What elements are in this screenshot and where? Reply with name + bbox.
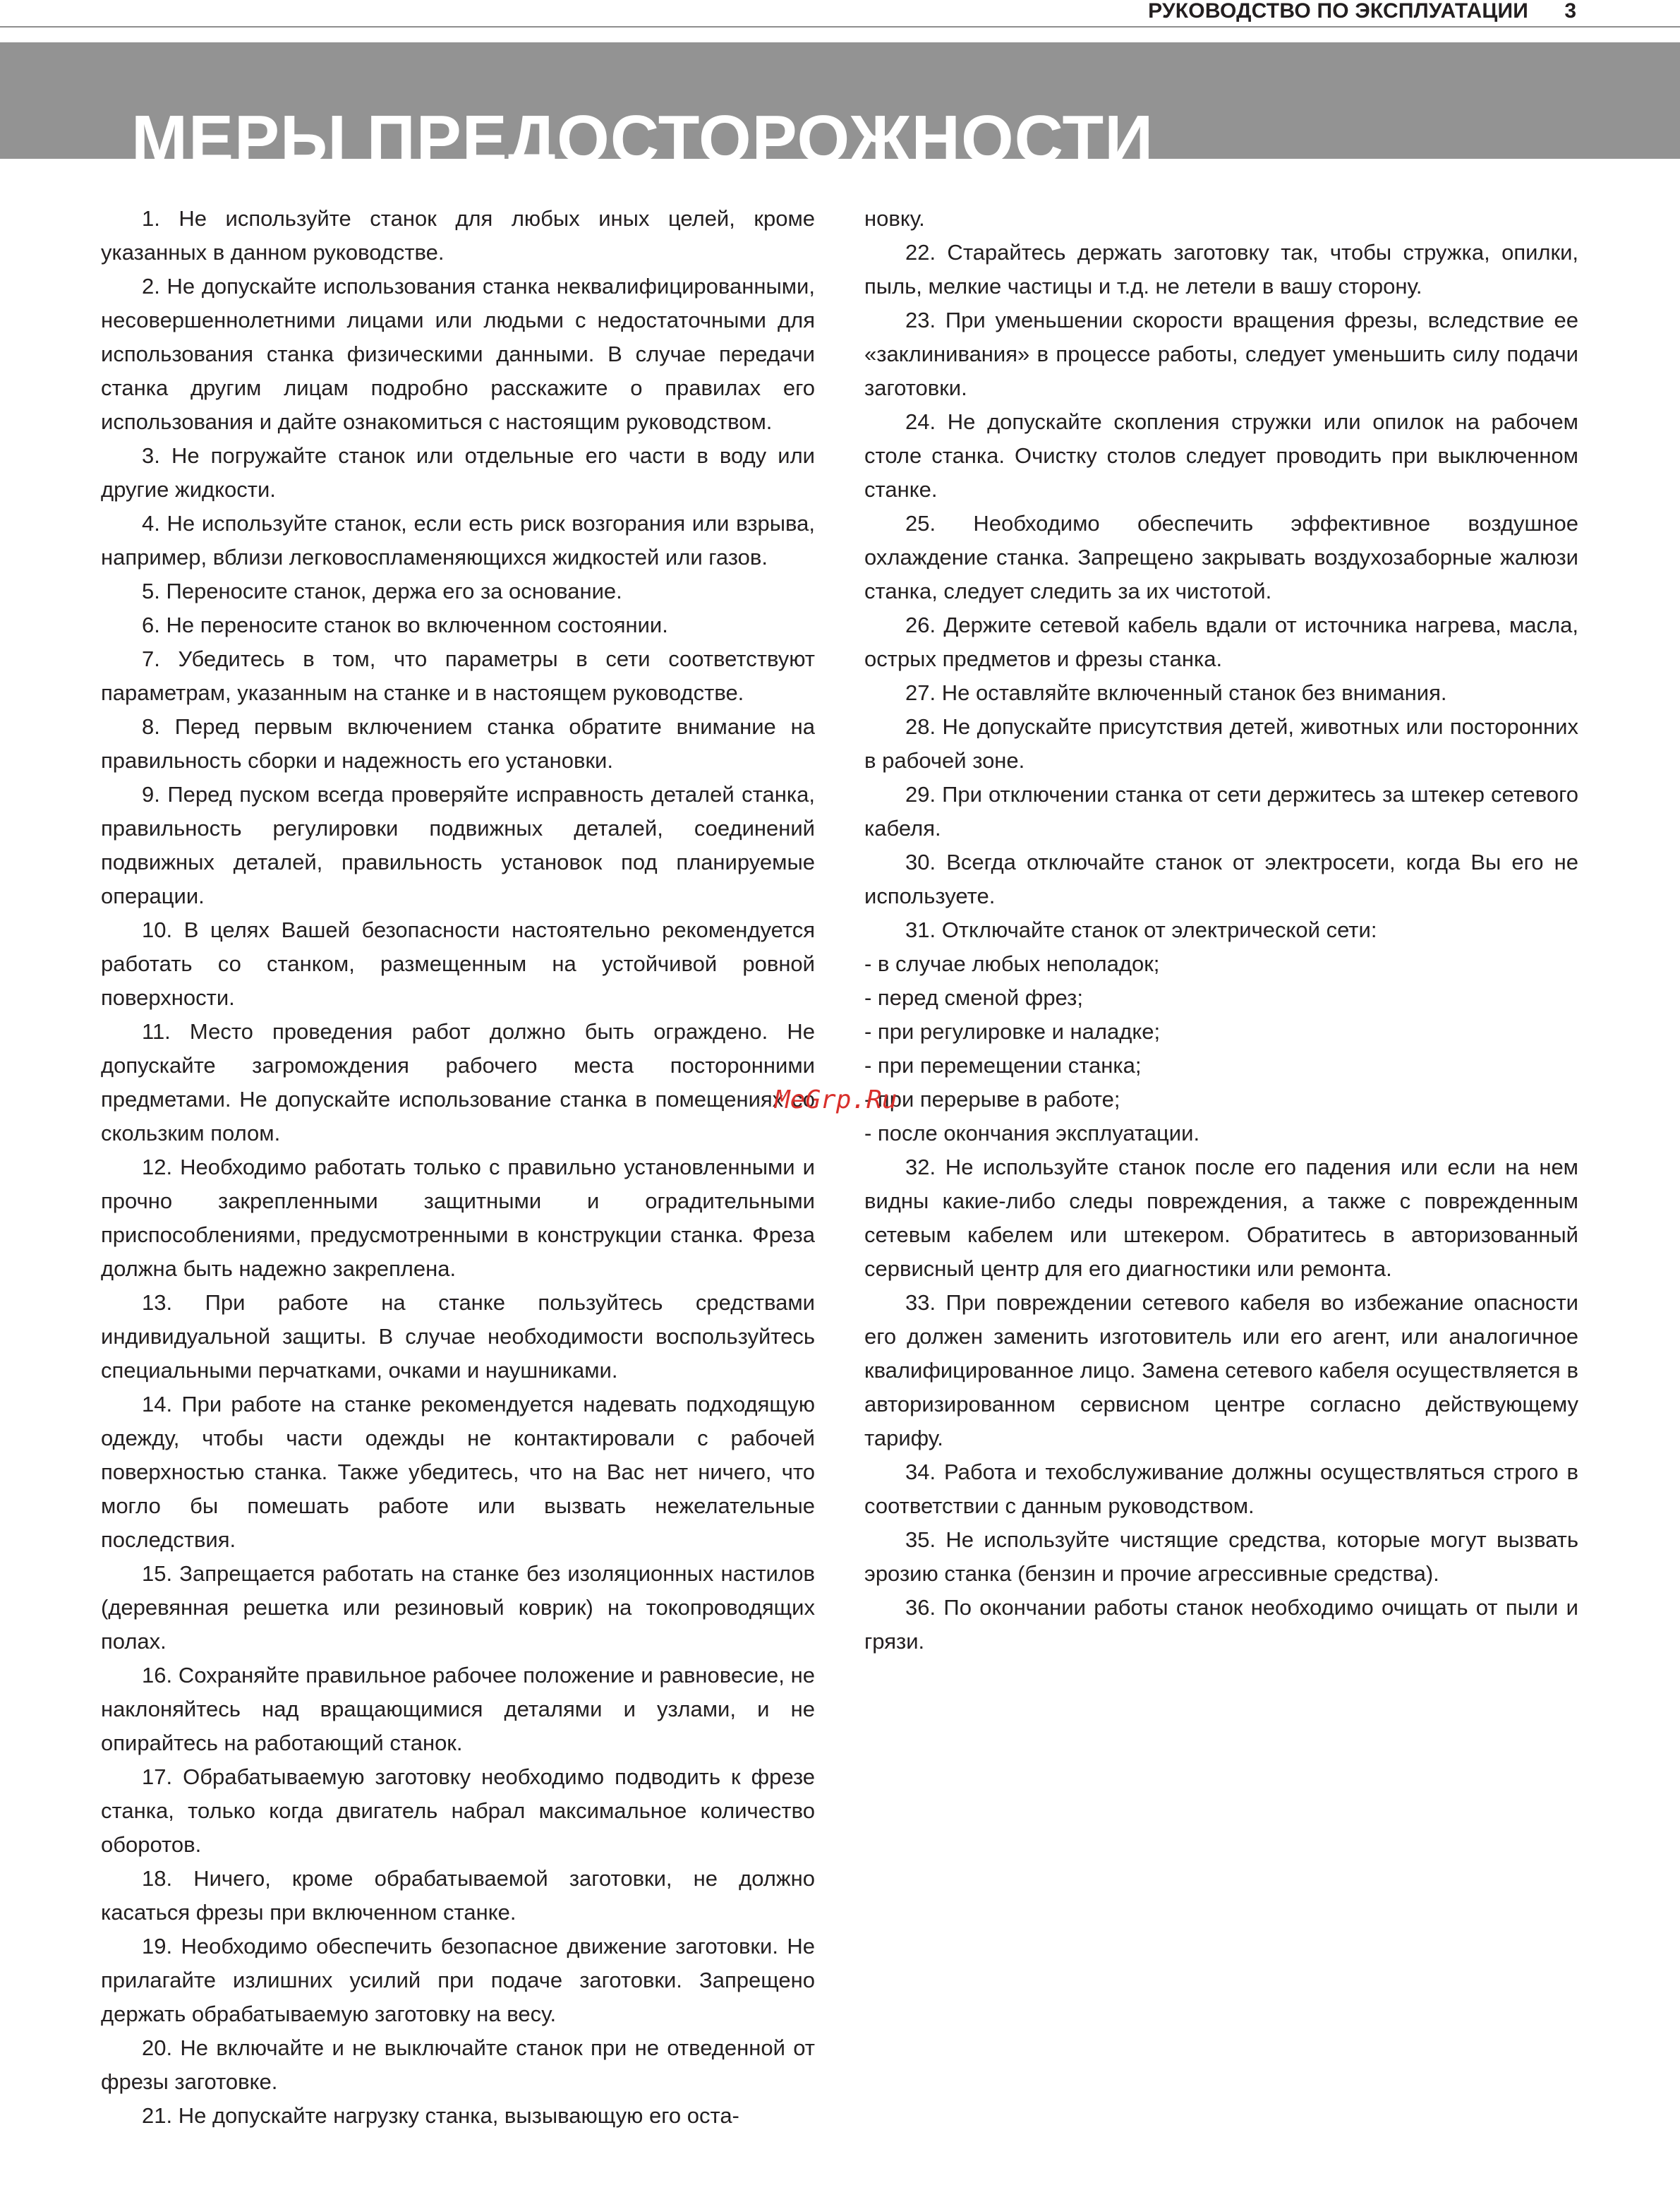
page-title: МЕРЫ ПРЕДОСТОРОЖНОСТИ: [131, 102, 1154, 177]
precaution-item: 9. Перед пуском всегда проверяйте исправность деталей станка, правильность регулировки подвижных деталей, соединений подвижных деталей, правильность установок под планируемые операции.: [101, 782, 815, 908]
precaution-item: 6. Не переносите станок во включенном состоянии.: [142, 613, 668, 637]
header-rule: [0, 26, 1680, 28]
precaution-item: 8. Перед первым включением станка обратите внимание на правильность сборки и надежность его установки.: [101, 714, 815, 773]
precaution-item: 26. Держите сетевой кабель вдали от источника нагрева, масла, острых предметов и фрезы станка.: [864, 613, 1578, 671]
precaution-item: 12. Необходимо работать только с правильно установленными и прочно закрепленными защитными и оградительными приспособлениями, предусмотренными в конструкции станка. Фреза должна быть надежно закреплена.: [101, 1155, 815, 1281]
precaution-item: 14. При работе на станке рекомендуется надевать подходящую одежду, чтобы части одежды не контактировали с рабочей поверхностью станка. Также убедитесь, что на Вас нет ничего, что могло бы помешать работе или вызвать нежелательные последствия.: [101, 1392, 815, 1552]
precaution-item: 7. Убедитесь в том, что параметры в сети соответствуют параметрам, указанным на станке и в настоящем руководстве.: [101, 646, 815, 705]
precaution-item: 27. Не оставляйте включенный станок без внимания.: [905, 680, 1447, 705]
precaution-item: 13. При работе на станке пользуйтесь средствами индивидуальной защиты. В случае необходимости воспользуйтесь специальными перчатками, очками и наушниками.: [101, 1290, 815, 1383]
precaution-item: 4. Не используйте станок, если есть риск возгорания или взрыва, например, вблизи легковоспламеняющихся жидкостей или газов.: [101, 511, 815, 570]
continued-text: новку.: [864, 206, 925, 231]
watermark-text: MeGrp.Ru: [775, 1085, 898, 1114]
dash-list-item: - в случае любых неполадок;: [864, 951, 1160, 976]
precaution-item: 28. Не допускайте присутствия детей, животных или посторонних в рабочей зоне.: [864, 714, 1578, 773]
precaution-item: 36. По окончании работы станок необходимо очищать от пыли и грязи.: [864, 1595, 1578, 1654]
running-header: [0, 0, 1680, 25]
dash-list-item: - после окончания эксплуатации.: [864, 1121, 1200, 1145]
precaution-item: 35. Не используйте чистящие средства, которые могут вызвать эрозию станка (бензин и прочие агрессивные средства).: [864, 1527, 1578, 1586]
precaution-item: 10. В целях Вашей безопасности настоятельно рекомендуется работать со станком, размещенным на устойчивой ровной поверхности.: [101, 918, 815, 1010]
precaution-item: 22. Старайтесь держать заготовку так, чтобы стружка, опилки, пыль, мелкие частицы и т.д. не летели в вашу сторону.: [864, 240, 1578, 299]
precaution-item: 21. Не допускайте нагрузку станка, вызывающую его оста-: [142, 2103, 739, 2128]
precaution-item: 19. Необходимо обеспечить безопасное движение заготовки. Не прилагайте излишних усилий при подаче заготовки. Запрещено держать обрабатываемую заготовку на весу.: [101, 1934, 815, 2026]
precaution-item: 5. Переносите станок, держа его за основание.: [142, 579, 622, 603]
precaution-item: 16. Сохраняйте правильное рабочее положение и равновесие, не наклоняйтесь над вращающимися деталями и узлами, и не опирайтесь на работающий станок.: [101, 1663, 815, 1755]
precaution-item: 15. Запрещается работать на станке без изоляционных настилов (деревянная решетка или резиновый коврик) на токопроводящих полах.: [101, 1561, 815, 1654]
precaution-item: 31. Отключайте станок от электрической сети:: [905, 918, 1377, 942]
left-column: [101, 202, 815, 2133]
precaution-item: 32. Не используйте станок после его падения или если на нем видны какие-либо следы повреждения, а также с поврежденным сетевым кабелем или штекером. Обратитесь в авторизованный сервисный центр для его диагностики или ремонта.: [864, 1155, 1578, 1281]
precaution-item: 24. Не допускайте скопления стружки или опилок на рабочем столе станка. Очистку столов следует проводить при выключенном станке.: [864, 409, 1578, 502]
precaution-item: 34. Работа и техобслуживание должны осуществляться строго в соответствии с данным руководством.: [864, 1460, 1578, 1518]
precaution-item: 3. Не погружайте станок или отдельные его части в воду или другие жидкости.: [101, 443, 815, 502]
precaution-item: 1. Не используйте станок для любых иных целей, кроме указанных в данном руководстве.: [101, 206, 815, 265]
text-columns: [101, 202, 1580, 2202]
dash-list-item: - при перерыве в работе;: [864, 1087, 1120, 1112]
title-band: [0, 42, 1680, 177]
right-column: [864, 202, 1578, 1659]
precaution-item: 33. При повреждении сетевого кабеля во избежание опасности его должен заменить изготовитель или его агент, или аналогичное квалифицированное лицо. Замена сетевого кабеля осуществляется в авторизированном сервисном центре согласно действующему тарифу.: [864, 1290, 1578, 1450]
precaution-item: 29. При отключении станка от сети держитесь за штекер сетевого кабеля.: [864, 782, 1578, 841]
precaution-item: 23. При уменьшении скорости вращения фрезы, вследствие ее «заклинивания» в процессе работы, следует уменьшить силу подачи заготовки.: [864, 308, 1578, 400]
precaution-item: 11. Место проведения работ должно быть ограждено. Не допускайте загромождения рабочего места посторонними предметами. Не допускайте использование станка в помещениях со скользким полом.: [101, 1019, 815, 1145]
running-title: РУКОВОДСТВО ПО ЭКСПЛУАТАЦИИ: [1148, 0, 1528, 23]
precaution-item: 25. Необходимо обеспечить эффективное воздушное охлаждение станка. Запрещено закрывать воздухозаборные жалюзи станка, следует следить за их чистотой.: [864, 511, 1578, 603]
dash-list-item: - при перемещении станка;: [864, 1053, 1142, 1078]
precaution-item: 20. Не включайте и не выключайте станок при не отведенной от фрезы заготовке.: [101, 2035, 815, 2094]
precaution-item: 17. Обрабатываемую заготовку необходимо подводить к фрезе станка, только когда двигатель набрал максимальное количество оборотов.: [101, 1764, 815, 1857]
precaution-item: 2. Не допускайте использования станка неквалифицированными, несовершеннолетними лицами или людьми с недостаточными для использования станка физическими данными. В случае передачи станка другим лицам подробно расскажите о правилах его использования и дайте ознакомиться с настоящим руководством.: [101, 274, 815, 434]
page-number: 3: [1564, 0, 1576, 23]
precaution-item: 30. Всегда отключайте станок от электросети, когда Вы его не используете.: [864, 850, 1578, 908]
precaution-item: 18. Ничего, кроме обрабатываемой заготовки, не должно касаться фрезы при включенном станке.: [101, 1866, 815, 1925]
dash-list-item: - перед сменой фрез;: [864, 985, 1083, 1010]
dash-list-item: - при регулировке и наладке;: [864, 1019, 1161, 1044]
